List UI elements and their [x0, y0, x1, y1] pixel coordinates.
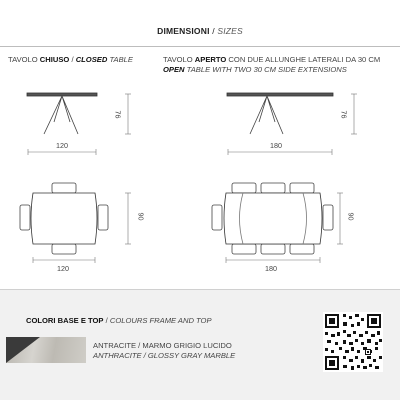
title-bold: DIMENSIONI	[157, 26, 210, 36]
open-width-label: 180	[270, 141, 282, 150]
colour-name-it: ANTRACITE / MARMO GRIGIO LUCIDO	[93, 341, 232, 350]
open-top-width-label: 180	[265, 264, 277, 273]
open-table-label: TAVOLO APERTO CON DUE ALLUNGHE LATERALI DA 30 CM	[163, 55, 381, 64]
closed-width-label: 120	[56, 141, 68, 150]
closed-height-label: 76	[113, 110, 123, 119]
colours-heading: COLORI BASE E TOP / COLOURS FRAME AND TOP	[26, 316, 212, 325]
closed-depth-label: 90	[136, 212, 146, 221]
open-height-label: 76	[339, 110, 349, 119]
open-table-label-en: OPEN TABLE WITH TWO 30 CM SIDE EXTENSIONS	[163, 65, 347, 74]
title-sep: /	[209, 26, 218, 36]
title-italic: SIZES	[217, 26, 243, 36]
open-depth-label: 90	[346, 212, 356, 221]
colour-name-en: ANTHRACITE / GLOSSY GRAY MARBLE	[93, 351, 236, 360]
closed-table-label: TAVOLO CHIUSO / CLOSED TABLE	[8, 55, 133, 64]
closed-top-width-label: 120	[57, 264, 69, 273]
